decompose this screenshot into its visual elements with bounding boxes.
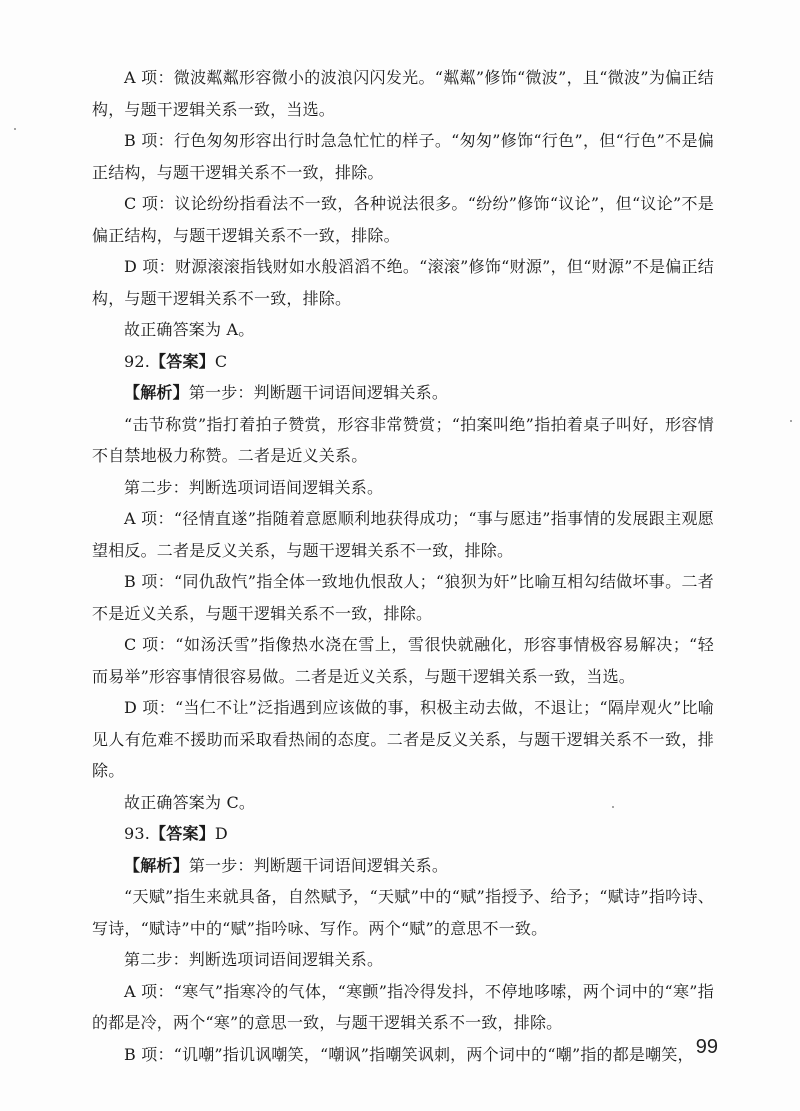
q92-number: 92. (124, 351, 151, 371)
q93-option-b: B 项：“讥嘲”指讥讽嘲笑，“嘲讽”指嘲笑讽刺，两个词中的“嘲”指的都是嘲笑， (124, 1044, 694, 1064)
q93-option-a: A 项：“寒气”指寒冷的气体，“寒颤”指冷得发抖，不停地哆嗦，两个词中的“寒”指的都是冷，两个“寒”的意思一致，与题干逻辑关系不一致，排除。 (92, 981, 714, 1032)
q93-answer-tag: 【答案】 (150, 824, 215, 843)
page-number: 99 (695, 1036, 718, 1058)
paragraph-option-c: C 项：议论纷纷指看法不一致，各种说法很多。“纷纷”修饰“议论”，但“议论”不是偏正结构，与题干逻辑关系不一致，排除。 (92, 194, 714, 245)
q93-number: 93. (124, 824, 151, 843)
paragraph-option-b: B 项：行色匆匆形容出行时急急忙忙的样子。“匆匆”修饰“行色”，但“行色”不是偏正结构，与题干逻辑关系不一致，排除。 (92, 131, 714, 182)
q92-step1: 第一步：判断题干词语间逻辑关系。 (188, 383, 449, 402)
q92-option-d: D 项：“当仁不让”泛指遇到应该做的事，积极主动去做，不退让；“隔岸观火”比喻见人有危难不援助而采取看热闹的态度。二者是反义关系，与题干逻辑关系不一致，排除。 (92, 698, 714, 780)
q92-option-c: C 项：“如汤沃雪”指像热水浇在雪上，雪很快就融化，形容事情极容易解决；“轻而易举”形容事情很容易做。二者是近义关系，与题干逻辑关系一致，当选。 (92, 635, 714, 686)
paragraph-option-d: D 项：财源滚滚指钱财如水般滔滔不绝。“滚滚”修饰“财源”，但“财源”不是偏正结构，与题干逻辑关系不一致，排除。 (92, 257, 714, 308)
q92-step2: 第二步：判断选项词语间逻辑关系。 (124, 477, 384, 497)
q92-analysis-tag: 【解析】 (124, 383, 189, 402)
q92-stem: “击节称赏”指打着拍子赞赏，形容非常赞赏；“拍案叫绝”指拍着桌子叫好，形容情不自禁地极力称赞。二者是近义关系。 (92, 414, 714, 465)
q93-analysis-tag: 【解析】 (124, 855, 189, 875)
q93-step2: 第二步：判断选项词语间逻辑关系。 (124, 950, 384, 969)
q92-analysis-line (92, 377, 714, 409)
scan-speck-right (790, 420, 792, 422)
paragraph-option-a: A 项：微波粼粼形容微小的波浪闪闪发光。“粼粼”修饰“微波”，且“微波”为偏正结构，与题干逻辑关系一致，当选。 (92, 68, 714, 119)
q92-conclusion: 故正确答案为 C。 (124, 792, 256, 812)
text-body (92, 62, 714, 1070)
q93-answer-line (92, 818, 714, 850)
q92-answer: C (214, 351, 228, 371)
q92-option-a: A 项：“径情直遂”指随着意愿顺利地获得成功；“事与愿违”指事情的发展跟主观愿望相反。二者是反义关系，与题干逻辑关系不一致，排除。 (92, 509, 714, 560)
q92-option-b: B 项：“同仇敌忾”指全体一致地仇恨敌人；“狼狈为奸”比喻互相勾结做坏事。二者不是近义关系，与题干逻辑关系不一致，排除。 (92, 572, 714, 623)
q93-stem: “天赋”指生来就具备，自然赋予，“天赋”中的“赋”指授予、给予；“赋诗”指吟诗、写诗，“赋诗”中的“赋”指吟咏、写作。两个“赋”的意思不一致。 (92, 887, 714, 938)
q92-answer-line (92, 346, 714, 378)
paragraph-conclusion: 故正确答案为 A。 (124, 320, 255, 339)
scan-speck-left (14, 128, 16, 130)
q93-step1: 第一步：判断题干词语间逻辑关系。 (188, 855, 449, 875)
scan-speck-mid (612, 806, 614, 808)
q93-analysis-line (92, 850, 714, 882)
q93-answer: D (214, 824, 228, 843)
q92-answer-tag: 【答案】 (150, 351, 215, 371)
